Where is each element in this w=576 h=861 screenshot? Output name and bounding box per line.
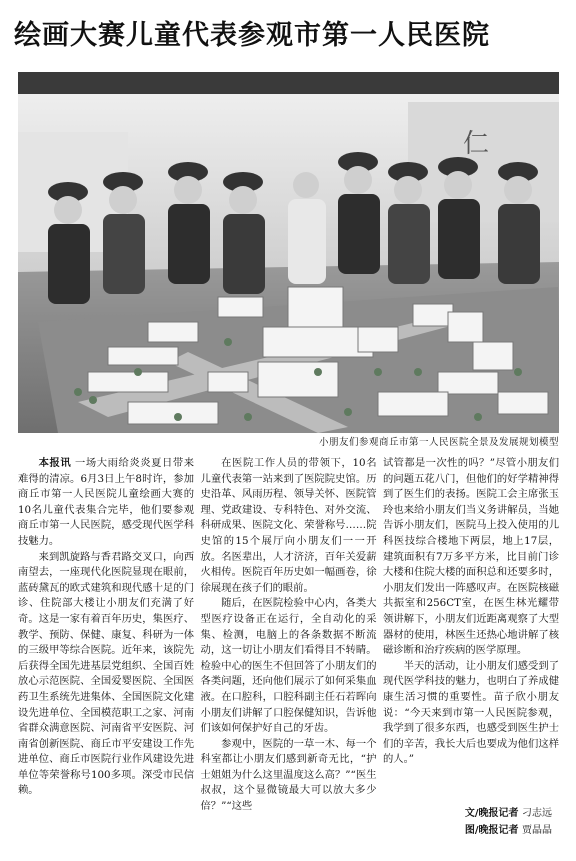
article-column-3 [383, 456, 559, 801]
byline-writer [352, 806, 552, 821]
paragraph-text: 一场大雨给炎炎夏日带来难得的清凉。6月3日上午8时许，参加商丘市第一人民医院儿童绘画大赛的10名儿童代表集合完毕，他们要参观商丘市第一人民医院，感受现代医学科技魅力。 [18, 457, 195, 547]
paragraph: 试管都是一次性的吗？”尽管小朋友们的问题五花八门，但他们的好学精神得到了医生们的表扬。医院工会主席张玉玲也来给小朋友们当义务讲解员，当她告诉小朋友们，医院马上投入使用的儿科医技综合楼地下两层，地上17层，建筑面积有7万多平方米，比目前门诊大楼和住院大楼的面积总和还要多时，小朋友们发出一阵感叹声。在医院核磁共振室和256CT室，在医生林光耀带领讲解下，小朋友们近距离观察了大型器材的使用，林医生还热心地讲解了核磁诊断和治疗疾病的医学原理。 [383, 457, 559, 657]
byline-role: 图/晚报记者 [464, 825, 519, 836]
paragraph: 参观中，医院的一草一木、每一个科室都让小朋友们感到新奇无比，“护士姐姐为什么这里温度这么高？”“医生叔叔，这个显微镜最大可以放大多少倍？”“这些 [200, 737, 377, 813]
paragraph [18, 456, 194, 550]
article-column-2 [200, 456, 377, 813]
hospital-model-photo [18, 72, 559, 433]
paragraph: 来到凯旋路与香君路交叉口，向西南望去，一座现代化医院显现在眼前，蓝砖黛瓦的欧式建筑和现代感十足的门诊、住院部大楼让小朋友们充满了好奇。这是一家有着百年历史，集医疗、教学、预防、保健、康复、科研为一体的三级甲等综合医院。近年来，该院先后获得全国先进基层党组织、全国百姓放心示范医院、全国爱婴医院、全国医药卫生系统先进集体、全国医院文化建设先进单位、全国模范职工之家、河南省群众满意医院、河南省平安医院、河南省创新医院、商丘市平安建设工作先进单位、商丘市医院行业作风建设先进单位等荣誉称号100多项。深受市民信赖。 [18, 550, 194, 797]
byline-role: 文/晚报记者 [464, 808, 519, 819]
photo-caption: 小朋友们参观商丘市第一人民医院全景及发展规划模型 [318, 437, 559, 448]
paragraph: 随后，在医院检验中心内，各类大型医疗设备正在运行，全自动化的采集、检测，电脑上的各条数据不断流动，这一切让小朋友们看得目不转睛。检验中心的医生不但回答了小朋友们的各类问题，还向他们展示了如何采集血液。在口腔科，口腔科副主任石若晖向小朋友们讲解了口腔保健知识，告诉他们该如何保护好自己的牙齿。 [200, 597, 377, 735]
paragraph: 半天的活动，让小朋友们感受到了现代医学科技的魅力，也明白了养成健康生活习惯的重要性。苗子欣小朋友说：“今天来到市第一人民医院参观，我学到了很多东西，也感受到医生护士们的辛苦，我长大后也要成为他们这样的人。” [383, 659, 559, 766]
byline-name: 刁志远 [522, 808, 552, 819]
news-photo [18, 72, 559, 433]
headline: 绘画大赛儿童代表参观市第一人民医院 [14, 20, 490, 51]
article-body [18, 456, 559, 813]
byline-name: 贾晶晶 [522, 825, 552, 836]
article-column-1 [18, 456, 194, 801]
lead-tag: 本报讯 [38, 457, 72, 469]
wall-sign-text: 仁 [463, 129, 490, 159]
byline-photographer [352, 823, 552, 838]
paragraph: 在医院工作人员的带领下，10名儿童代表第一站来到了医院院史馆。历史沿革、风雨历程、领导关怀、医院管理、党政建设、专科特色、对外交流、科研成果、医院文化、荣誉称号……院史馆的15个展厅向小朋友们一一开放。名医辈出，人才济济，百年关爱薪火相传。医院百年历史如一幅画卷，徐徐展现在孩子们的眼前。 [200, 457, 377, 594]
